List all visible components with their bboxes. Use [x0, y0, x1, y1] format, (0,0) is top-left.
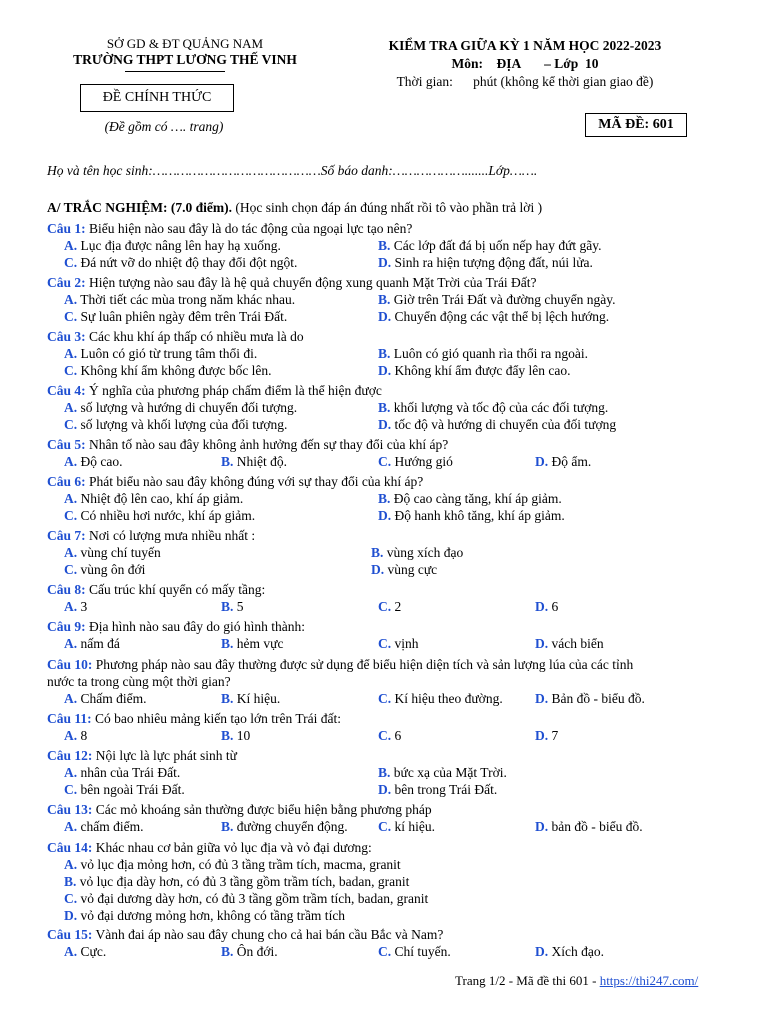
- answer-option-c[interactable]: [64, 561, 145, 578]
- option-key: B.: [378, 765, 391, 780]
- option-key: B.: [378, 346, 391, 361]
- answer-option-a[interactable]: [64, 727, 87, 744]
- subject-line: Môn: ĐỊA – Lớp 10: [451, 56, 599, 71]
- answer-option-d[interactable]: [378, 416, 616, 433]
- school-name: TRƯỜNG THPT LƯƠNG THẾ VINH: [73, 52, 297, 67]
- question-10: [47, 656, 633, 673]
- option-key: D.: [378, 508, 392, 523]
- question-4: [47, 382, 382, 399]
- answer-option-d[interactable]: [535, 598, 558, 615]
- option-key: A.: [64, 599, 78, 614]
- school-header: [40, 36, 330, 68]
- option-key: C.: [64, 782, 78, 797]
- answer-option-c[interactable]: [64, 254, 297, 271]
- option-key: C.: [378, 454, 392, 469]
- option-key: C.: [378, 691, 392, 706]
- exam-title: KIỂM TRA GIỮA KỲ 1 NĂM HỌC 2022-2023: [388, 38, 662, 53]
- answer-option-a[interactable]: [64, 764, 180, 781]
- question-label: Câu 1:: [47, 221, 86, 236]
- section-instruction: (Học sinh chọn đáp án đúng nhất rồi tô vào phần trả lời ): [232, 200, 543, 215]
- question-text-continued: nước ta trong cùng một thời gian?: [47, 674, 231, 689]
- option-text: Chí tuyến.: [391, 944, 451, 959]
- answer-option-b[interactable]: [221, 943, 278, 960]
- option-text: kí hiệu.: [391, 819, 435, 834]
- option-key: A.: [64, 691, 78, 706]
- question-text: Nơi có lượng mưa nhiều nhất :: [85, 528, 256, 543]
- answer-option-a[interactable]: [64, 635, 120, 652]
- option-text: vách biển: [548, 636, 604, 651]
- question-11: [47, 710, 341, 727]
- option-key: C.: [378, 599, 392, 614]
- page-footer: [455, 973, 698, 989]
- answer-option-b[interactable]: [221, 453, 287, 470]
- exam-header: [340, 38, 710, 90]
- option-key: C.: [378, 636, 392, 651]
- option-text: Độ hanh khô tăng, khí áp giảm.: [391, 508, 565, 523]
- option-text: vùng ôn đới: [77, 562, 146, 577]
- question-text: Hiện tượng nào sau đây là hệ quả chuyển động xung quanh Mặt Trời của Trái Đất?: [85, 275, 537, 290]
- question-9: [47, 618, 305, 635]
- option-key: D.: [535, 454, 549, 469]
- option-key: B.: [221, 944, 234, 959]
- answer-option-c[interactable]: [64, 362, 272, 379]
- question-label: Câu 3:: [47, 329, 86, 344]
- option-key: A.: [64, 857, 78, 872]
- option-key: A.: [64, 944, 78, 959]
- option-text: Độ ẩm.: [548, 454, 592, 469]
- question-label: Câu 7:: [47, 528, 86, 543]
- answer-option-d[interactable]: [535, 943, 604, 960]
- question-text: Biểu hiện nào sau đây là do tác động của ngoại lực tạo nên?: [85, 221, 413, 236]
- option-key: B.: [221, 636, 234, 651]
- option-key: D.: [535, 599, 549, 614]
- option-key: A.: [64, 636, 78, 651]
- option-text: Lục địa được nâng lên hay hạ xuống.: [77, 238, 281, 253]
- question-label: Câu 10:: [47, 657, 93, 672]
- option-key: D.: [535, 691, 549, 706]
- footer-link[interactable]: https://thi247.com/: [599, 973, 699, 988]
- option-text: chấm điểm.: [77, 819, 144, 834]
- question-label: Câu 15:: [47, 927, 93, 942]
- question-label: Câu 13:: [47, 802, 93, 817]
- question-13: [47, 801, 432, 818]
- option-key: C.: [64, 562, 78, 577]
- question-5: [47, 436, 448, 453]
- question-label: Câu 2:: [47, 275, 86, 290]
- option-key: B.: [221, 819, 234, 834]
- option-text: Nhiệt độ lên cao, khí áp giảm.: [77, 491, 244, 506]
- answer-option-a[interactable]: [64, 490, 243, 507]
- option-text: 6: [548, 599, 559, 614]
- question-text: Khác nhau cơ bản giữa vỏ lục địa và vỏ đại dương:: [92, 840, 372, 855]
- option-key: B.: [371, 545, 384, 560]
- question-text: Có bao nhiêu mảng kiến tạo lớn trên Trái đất:: [91, 711, 341, 726]
- answer-option-b[interactable]: [378, 345, 588, 362]
- option-key: A.: [64, 765, 78, 780]
- student-info-line: Họ và tên học sinh:……………………………………Số báo danh:……………….......Lớp…….: [47, 163, 538, 178]
- answer-option-a[interactable]: [64, 291, 295, 308]
- option-text: Giờ trên Trái Đất và đường chuyển ngày.: [390, 292, 616, 307]
- question-label: Câu 11:: [47, 711, 92, 726]
- option-text: vỏ đại dương mỏng hơn, không có tầng trầm tích: [77, 908, 346, 923]
- question-text: Nhân tố nào sau đây không ảnh hưởng đến sự thay đổi của khí áp?: [85, 437, 449, 452]
- answer-option-b[interactable]: [378, 764, 507, 781]
- option-key: B.: [221, 728, 234, 743]
- question-text: Địa hình nào sau đây do gió hình thành:: [85, 619, 305, 634]
- option-text: 5: [233, 599, 244, 614]
- option-text: vịnh: [391, 636, 419, 651]
- option-key: A.: [64, 238, 78, 253]
- answer-option-d[interactable]: [371, 561, 437, 578]
- option-text: Chuyển động các vật thể bị lệch hướng.: [391, 309, 610, 324]
- option-text: vỏ lục địa mỏng hơn, có đủ 3 tầng trầm tích, macma, granit: [77, 857, 401, 872]
- option-text: 7: [548, 728, 559, 743]
- answer-option-c[interactable]: [378, 943, 451, 960]
- option-key: B.: [64, 874, 77, 889]
- question-1: [47, 220, 412, 237]
- section-heading: [47, 200, 542, 216]
- answer-option-c[interactable]: [64, 308, 287, 325]
- option-text: 8: [77, 728, 88, 743]
- option-text: Xích đạo.: [548, 944, 604, 959]
- option-text: Sự luân phiên ngày đêm trên Trái Đất.: [77, 309, 288, 324]
- exam-code: MÃ ĐỀ: 601: [585, 113, 687, 137]
- answer-option-d[interactable]: [535, 727, 558, 744]
- option-key: B.: [378, 238, 391, 253]
- option-key: D.: [378, 309, 392, 324]
- option-key: D.: [535, 819, 549, 834]
- option-text: tốc độ và hướng di chuyển của đối tượng: [391, 417, 617, 432]
- question-text: Các mỏ khoáng sản thường được biểu hiện bằng phương pháp: [92, 802, 432, 817]
- option-text: vùng chí tuyến: [77, 545, 161, 560]
- option-key: A.: [64, 819, 78, 834]
- option-key: C.: [64, 891, 78, 906]
- option-text: Kí hiệu theo đường.: [391, 691, 503, 706]
- answer-option-d[interactable]: [535, 453, 591, 470]
- option-key: A.: [64, 400, 78, 415]
- question-12: [47, 747, 237, 764]
- answer-option-d[interactable]: [535, 635, 604, 652]
- option-text: khối lượng và tốc độ của các đối tượng.: [390, 400, 609, 415]
- answer-option-a[interactable]: [64, 690, 147, 707]
- option-text: Có nhiều hơi nước, khí áp giảm.: [77, 508, 256, 523]
- answer-option-c[interactable]: [378, 598, 401, 615]
- answer-option-d[interactable]: [535, 690, 645, 707]
- answer-option-b[interactable]: [378, 490, 562, 507]
- option-text: vỏ lục địa dày hơn, có đủ 3 tầng gồm trầm tích, badan, granit: [76, 874, 410, 889]
- option-key: A.: [64, 491, 78, 506]
- option-text: bên trong Trái Đất.: [391, 782, 498, 797]
- header-divider: [125, 71, 225, 72]
- option-text: Không khí ẩm không được bốc lên.: [77, 363, 272, 378]
- option-text: 6: [391, 728, 402, 743]
- option-text: Bản đồ - biểu đồ.: [548, 691, 645, 706]
- option-key: C.: [378, 819, 392, 834]
- question-text: Phương pháp nào sau đây thường được sử dụng để biểu hiện diện tích và sản lượng lúa của các tỉnh: [92, 657, 634, 672]
- answer-option-c[interactable]: [64, 507, 255, 524]
- answer-option-d[interactable]: [378, 362, 571, 379]
- answer-option-c[interactable]: [64, 781, 185, 798]
- option-text: Luôn có gió quanh rìa thổi ra ngoài.: [390, 346, 588, 361]
- answer-option-c[interactable]: [378, 635, 419, 652]
- answer-option-b[interactable]: [221, 727, 250, 744]
- question-6: [47, 473, 423, 490]
- answer-option-b[interactable]: [378, 291, 615, 308]
- answer-option-a[interactable]: [64, 598, 87, 615]
- question-text: Cấu trúc khí quyển có mấy tầng:: [85, 582, 266, 597]
- answer-option-d[interactable]: [378, 254, 593, 271]
- option-text: 2: [391, 599, 402, 614]
- answer-option-a[interactable]: [64, 856, 401, 873]
- answer-option-c[interactable]: [378, 818, 435, 835]
- answer-option-b[interactable]: [221, 598, 244, 615]
- option-text: bức xạ của Mặt Trời.: [390, 765, 507, 780]
- option-key: A.: [64, 346, 78, 361]
- answer-option-a[interactable]: [64, 345, 257, 362]
- answer-option-c[interactable]: [378, 453, 453, 470]
- option-text: nhân của Trái Đất.: [77, 765, 181, 780]
- option-key: D.: [371, 562, 385, 577]
- option-key: C.: [64, 255, 78, 270]
- question-14: [47, 839, 372, 856]
- time-line: Thời gian: phút (không kể thời gian giao đề): [396, 74, 654, 89]
- answer-option-a[interactable]: [64, 453, 122, 470]
- option-text: Đá nứt vỡ do nhiệt độ thay đổi đột ngột.: [77, 255, 298, 270]
- option-key: C.: [64, 309, 78, 324]
- option-key: D.: [535, 636, 549, 651]
- question-8: [47, 581, 265, 598]
- option-text: Thời tiết các mùa trong năm khác nhau.: [77, 292, 296, 307]
- option-text: 3: [77, 599, 88, 614]
- answer-option-b[interactable]: [378, 237, 602, 254]
- option-key: C.: [378, 728, 392, 743]
- answer-option-b[interactable]: [221, 818, 348, 835]
- answer-option-c[interactable]: [64, 890, 428, 907]
- option-key: C.: [64, 417, 78, 432]
- question-text: Vành đai áp nào sau đây chung cho cả hai bán cầu Bắc và Nam?: [92, 927, 444, 942]
- option-key: C.: [64, 363, 78, 378]
- option-key: C.: [378, 944, 392, 959]
- question-label: Câu 14:: [47, 840, 93, 855]
- option-key: D.: [378, 782, 392, 797]
- question-text: Phát biểu nào sau đây không đúng với sự thay đổi của khí áp?: [85, 474, 424, 489]
- option-text: 10: [233, 728, 251, 743]
- option-key: A.: [64, 728, 78, 743]
- department-name: SỞ GD & ĐT QUẢNG NAM: [106, 36, 264, 51]
- question-label: Câu 9:: [47, 619, 86, 634]
- official-label: ĐỀ CHÍNH THỨC: [80, 84, 234, 112]
- option-text: Ôn đới.: [233, 944, 278, 959]
- option-text: nấm đá: [77, 636, 120, 651]
- option-text: Hướng gió: [391, 454, 453, 469]
- question-label: Câu 6:: [47, 474, 86, 489]
- answer-option-c[interactable]: [64, 416, 287, 433]
- answer-option-b[interactable]: [221, 690, 280, 707]
- question-7: [47, 527, 255, 544]
- answer-option-c[interactable]: [378, 727, 401, 744]
- question-15: [47, 926, 443, 943]
- option-key: B.: [221, 599, 234, 614]
- option-key: C.: [64, 508, 78, 523]
- option-key: A.: [64, 292, 78, 307]
- option-key: B.: [221, 454, 234, 469]
- option-key: A.: [64, 454, 78, 469]
- answer-option-b[interactable]: [64, 873, 409, 890]
- answer-option-d[interactable]: [64, 907, 345, 924]
- option-text: Độ cao.: [77, 454, 123, 469]
- option-text: số lượng và khối lượng của đối tượng.: [77, 417, 288, 432]
- question-text: Ý nghĩa của phương pháp chấm điểm là thể hiện được: [85, 383, 382, 398]
- option-key: B.: [221, 691, 234, 706]
- answer-option-a[interactable]: [64, 237, 281, 254]
- answer-option-d[interactable]: [378, 781, 497, 798]
- option-key: D.: [378, 255, 392, 270]
- answer-option-a[interactable]: [64, 399, 297, 416]
- option-text: vỏ đại dương dày hơn, có đủ 3 tầng gồm trầm tích, badan, granit: [77, 891, 429, 906]
- answer-option-d[interactable]: [378, 507, 565, 524]
- option-key: D.: [535, 944, 549, 959]
- option-text: Không khí ẩm được đẩy lên cao.: [391, 363, 571, 378]
- option-text: bản đồ - biểu đồ.: [548, 819, 643, 834]
- option-text: Chấm điểm.: [77, 691, 147, 706]
- option-text: Sinh ra hiện tượng động đất, núi lửa.: [391, 255, 593, 270]
- option-text: vùng xích đạo: [383, 545, 464, 560]
- option-text: số lượng và hướng di chuyển đối tượng.: [77, 400, 298, 415]
- option-key: B.: [378, 491, 391, 506]
- option-key: A.: [64, 545, 78, 560]
- question-label: Câu 5:: [47, 437, 86, 452]
- option-text: Nhiệt độ.: [233, 454, 288, 469]
- question-text: Nội lực là lực phát sinh từ: [92, 748, 237, 763]
- option-key: B.: [378, 292, 391, 307]
- answer-option-b[interactable]: [378, 399, 608, 416]
- answer-option-d[interactable]: [378, 308, 609, 325]
- answer-option-b[interactable]: [371, 544, 463, 561]
- question-label: Câu 8:: [47, 582, 86, 597]
- section-title: A/ TRẮC NGHIỆM: (7.0 điểm).: [47, 200, 232, 215]
- option-text: Các lớp đất đá bị uốn nếp hay đứt gãy.: [390, 238, 602, 253]
- question-2: [47, 274, 537, 291]
- option-key: D.: [535, 728, 549, 743]
- answer-option-a[interactable]: [64, 943, 106, 960]
- option-text: Độ cao càng tăng, khí áp giảm.: [390, 491, 562, 506]
- answer-option-a[interactable]: [64, 544, 161, 561]
- answer-option-a[interactable]: [64, 818, 143, 835]
- footer-text: Trang 1/2 - Mã đề thi 601 -: [455, 973, 600, 988]
- question-label: Câu 12:: [47, 748, 93, 763]
- option-text: đường chuyển động.: [233, 819, 348, 834]
- pages-note: (Đề gồm có …. trang): [104, 119, 224, 134]
- option-key: D.: [378, 417, 392, 432]
- question-3: [47, 328, 304, 345]
- option-key: B.: [378, 400, 391, 415]
- option-key: D.: [64, 908, 78, 923]
- option-key: D.: [378, 363, 392, 378]
- option-text: bên ngoài Trái Đất.: [77, 782, 185, 797]
- answer-option-d[interactable]: [535, 818, 643, 835]
- option-text: Cực.: [77, 944, 107, 959]
- answer-option-c[interactable]: [378, 690, 503, 707]
- option-text: vùng cực: [384, 562, 438, 577]
- option-text: Luôn có gió từ trung tâm thổi đi.: [77, 346, 258, 361]
- answer-option-b[interactable]: [221, 635, 283, 652]
- question-label: Câu 4:: [47, 383, 86, 398]
- option-text: hẻm vực: [233, 636, 284, 651]
- question-text: Các khu khí áp thấp có nhiều mưa là do: [85, 329, 304, 344]
- option-text: Kí hiệu.: [233, 691, 281, 706]
